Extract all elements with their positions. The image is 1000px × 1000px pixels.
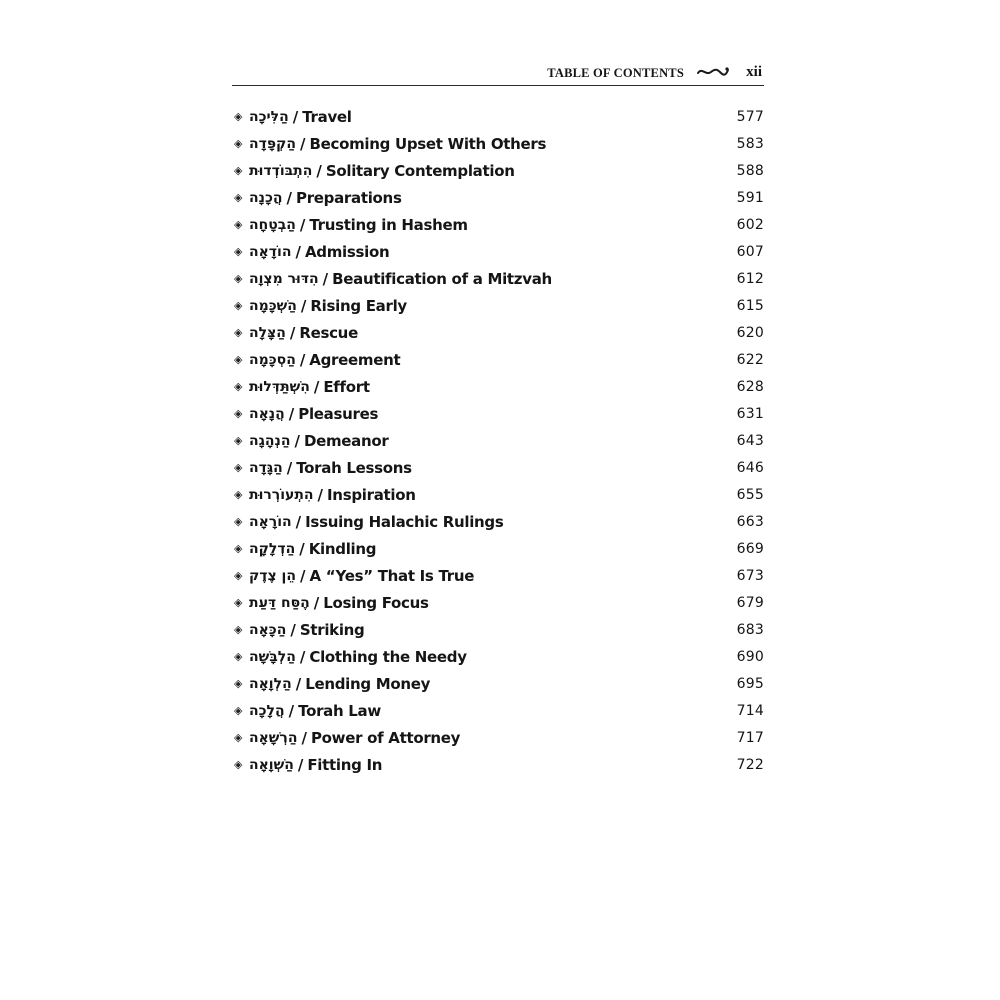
toc-entry-separator: / — [299, 647, 306, 666]
toc-entry-hebrew: הַלְבָּשָׁה — [249, 648, 296, 665]
toc-entry — [234, 427, 764, 454]
lozenge-diamond-icon: ◈ — [234, 110, 243, 123]
toc-entry-separator: / — [299, 566, 306, 585]
toc-entry-page: 722 — [736, 756, 764, 773]
toc-entry-page: 646 — [736, 459, 764, 476]
toc-entry-title: Preparations — [296, 188, 402, 207]
lozenge-diamond-icon: ◈ — [234, 515, 243, 528]
lozenge-diamond-icon: ◈ — [234, 245, 243, 258]
toc-entry — [234, 292, 764, 319]
toc-entry — [234, 724, 764, 751]
toc-entry-hebrew: הַנְהָגָה — [249, 432, 291, 449]
toc-entry — [234, 535, 764, 562]
lozenge-diamond-icon: ◈ — [234, 461, 243, 474]
page-number-roman: xii — [746, 64, 762, 80]
toc-entry-page: 695 — [736, 675, 764, 692]
toc-entry-title: Losing Focus — [323, 593, 429, 612]
toc-entry — [234, 184, 764, 211]
toc-entry-separator: / — [301, 728, 307, 747]
toc-entry-page: 643 — [736, 432, 764, 449]
toc-entry-page: 631 — [736, 405, 764, 422]
lozenge-diamond-icon: ◈ — [234, 218, 243, 231]
lozenge-diamond-icon: ◈ — [234, 434, 243, 447]
toc-entry-hebrew: הַרְשָׁאָה — [249, 729, 298, 746]
toc-entry-separator: / — [294, 431, 300, 450]
toc-entry-title: Effort — [323, 377, 370, 396]
toc-entry-title: Pleasures — [298, 404, 379, 423]
toc-entry-title: Kindling — [308, 539, 377, 558]
lozenge-diamond-icon: ◈ — [234, 407, 243, 420]
toc-entry-hebrew: הִשְׁתַּדְּלוּת — [249, 378, 310, 395]
toc-entry-title: Admission — [304, 242, 390, 261]
toc-entry-page: 663 — [736, 513, 764, 530]
toc-entry-title: A “Yes” That Is True — [309, 566, 475, 585]
toc-entry-page: 690 — [736, 648, 764, 665]
lozenge-diamond-icon: ◈ — [234, 731, 243, 744]
lozenge-diamond-icon: ◈ — [234, 488, 243, 501]
toc-entry — [234, 265, 764, 292]
toc-entry — [234, 157, 764, 184]
lozenge-diamond-icon: ◈ — [234, 596, 243, 609]
toc-entry-separator: / — [290, 620, 296, 639]
toc-entry-page: 714 — [736, 702, 764, 719]
toc-entry-separator: / — [299, 215, 306, 234]
toc-entry — [234, 238, 764, 265]
lozenge-diamond-icon: ◈ — [234, 326, 243, 339]
toc-entry-separator: / — [292, 107, 299, 126]
toc-entry-hebrew: הֲלָכָה — [249, 702, 285, 719]
toc-entry-title: Trusting in Hashem — [309, 215, 468, 234]
toc-entry-page: 683 — [736, 621, 764, 638]
toc-entry — [234, 670, 764, 697]
toc-entry-separator: / — [313, 593, 320, 612]
lozenge-diamond-icon: ◈ — [234, 191, 243, 204]
toc-entry-separator: / — [300, 296, 307, 315]
toc-entry-hebrew: הַבְטָחָה — [249, 216, 296, 233]
toc-entry-separator: / — [316, 161, 322, 180]
lozenge-diamond-icon: ◈ — [234, 758, 243, 771]
toc-entry-page: 655 — [736, 486, 764, 503]
toc-entry — [234, 589, 764, 616]
toc-entry-page: 612 — [736, 270, 764, 287]
toc-entry-separator: / — [286, 188, 292, 207]
toc-entry-hebrew: הֶסַּח דַּעַת — [249, 594, 310, 611]
toc-entry-hebrew: הִדּוּר מִצְוָה — [249, 270, 319, 287]
toc-entry-page: 669 — [736, 540, 764, 557]
toc-entry-page: 602 — [736, 216, 764, 233]
toc-entry-page: 620 — [736, 324, 764, 341]
toc-entry-title: Issuing Halachic Rulings — [305, 512, 504, 531]
toc-entry — [234, 643, 764, 670]
toc-entry — [234, 103, 764, 130]
toc-entry — [234, 454, 764, 481]
toc-entry-separator: / — [295, 674, 302, 693]
lozenge-diamond-icon: ◈ — [234, 137, 243, 150]
toc-entry-page: 615 — [736, 297, 764, 314]
scroll-flourish-icon — [696, 64, 730, 80]
toc-entry — [234, 319, 764, 346]
toc-entry-hebrew: הַגָּדָה — [249, 459, 283, 476]
toc-entry-separator: / — [289, 323, 296, 342]
toc-entry-hebrew: הַכָּאָה — [249, 621, 287, 638]
toc-entry-page: 628 — [736, 378, 764, 395]
lozenge-diamond-icon: ◈ — [234, 299, 243, 312]
lozenge-diamond-icon: ◈ — [234, 353, 243, 366]
toc-entry-separator: / — [299, 134, 306, 153]
toc-entry-title: Power of Attorney — [310, 728, 461, 747]
running-header — [232, 62, 764, 84]
toc-entry — [234, 508, 764, 535]
toc-entry-separator: / — [317, 485, 324, 504]
lozenge-diamond-icon: ◈ — [234, 380, 243, 393]
lozenge-diamond-icon: ◈ — [234, 164, 243, 177]
toc-entry-title: Solitary Contemplation — [325, 161, 515, 180]
lozenge-diamond-icon: ◈ — [234, 542, 243, 555]
toc-entry — [234, 481, 764, 508]
toc-entry-separator: / — [299, 350, 306, 369]
toc-entry-hebrew: הַצָּלָה — [249, 324, 286, 341]
toc-entry-hebrew: הֲכָנָה — [249, 189, 283, 206]
toc-entry-title: Torah Law — [298, 701, 381, 720]
toc-entry-separator: / — [322, 269, 329, 288]
toc-entry — [234, 400, 764, 427]
toc-entry-hebrew: הַלִּיכָה — [249, 108, 289, 125]
toc-entry — [234, 130, 764, 157]
toc-entry — [234, 346, 764, 373]
table-of-contents-list — [234, 103, 764, 778]
lozenge-diamond-icon: ◈ — [234, 704, 243, 717]
toc-entry-hebrew: הוֹדָאָה — [249, 243, 292, 260]
toc-entry-hebrew: הַקְפָּדָה — [249, 135, 296, 152]
toc-entry-page: 607 — [736, 243, 764, 260]
toc-entry-separator: / — [288, 404, 295, 423]
toc-entry — [234, 616, 764, 643]
toc-entry-title: Clothing the Needy — [309, 647, 467, 666]
toc-entry-page: 622 — [736, 351, 764, 368]
toc-entry-title: Agreement — [309, 350, 401, 369]
toc-entry-title: Fitting In — [307, 755, 383, 774]
lozenge-diamond-icon: ◈ — [234, 650, 243, 663]
toc-entry-hebrew: הֲנָאָה — [249, 405, 285, 422]
toc-entry-hebrew: הִתְבּוֹדְדוּת — [249, 162, 313, 179]
toc-entry-page: 673 — [736, 567, 764, 584]
toc-entry-separator: / — [299, 539, 305, 558]
toc-entry-title: Beautification of a Mitzvah — [332, 269, 552, 288]
toc-entry — [234, 697, 764, 724]
toc-entry-hebrew: הַדְלָקָה — [249, 540, 296, 557]
toc-entry-page: 583 — [736, 135, 764, 152]
toc-entry-hebrew: הִתְעוֹרְרוּת — [249, 486, 314, 503]
toc-entry-separator: / — [295, 512, 302, 531]
toc-entry-separator: / — [297, 755, 304, 774]
lozenge-diamond-icon: ◈ — [234, 569, 243, 582]
toc-entry-hebrew: הֵן צֶדֶק — [249, 567, 296, 584]
toc-entry-hebrew: הַשְׁוָאָה — [249, 756, 294, 773]
toc-entry-page: 588 — [736, 162, 764, 179]
toc-entry-separator: / — [288, 701, 295, 720]
toc-entry — [234, 562, 764, 589]
toc-entry-hebrew: הַשְׁכָּמָה — [249, 297, 297, 314]
toc-entry-separator: / — [286, 458, 293, 477]
toc-entry-title: Becoming Upset With Others — [309, 134, 547, 153]
toc-entry-title: Demeanor — [303, 431, 389, 450]
lozenge-diamond-icon: ◈ — [234, 272, 243, 285]
toc-entry-title: Striking — [299, 620, 365, 639]
toc-entry-page: 591 — [736, 189, 764, 206]
toc-entry-separator: / — [295, 242, 301, 261]
toc-entry-title: Rising Early — [310, 296, 407, 315]
lozenge-diamond-icon: ◈ — [234, 677, 243, 690]
toc-entry-title: Lending Money — [305, 674, 431, 693]
lozenge-diamond-icon: ◈ — [234, 623, 243, 636]
toc-entry-title: Travel — [302, 107, 352, 126]
toc-entry — [234, 373, 764, 400]
toc-entry-title: Rescue — [299, 323, 358, 342]
toc-entry-page: 679 — [736, 594, 764, 611]
toc-entry-hebrew: הוֹרָאָה — [249, 513, 292, 530]
header-divider — [232, 85, 764, 86]
toc-entry-page: 717 — [736, 729, 764, 746]
toc-entry-title: Inspiration — [327, 485, 416, 504]
toc-entry-page: 577 — [736, 108, 764, 125]
toc-entry-hebrew: הַלְוָאָה — [249, 675, 292, 692]
toc-entry — [234, 211, 764, 238]
running-header-title: TABLE OF CONTENTS — [547, 66, 684, 80]
toc-entry — [234, 751, 764, 778]
toc-entry-separator: / — [313, 377, 320, 396]
toc-entry-title: Torah Lessons — [296, 458, 412, 477]
toc-entry-hebrew: הַסְכָּמָה — [249, 351, 296, 368]
